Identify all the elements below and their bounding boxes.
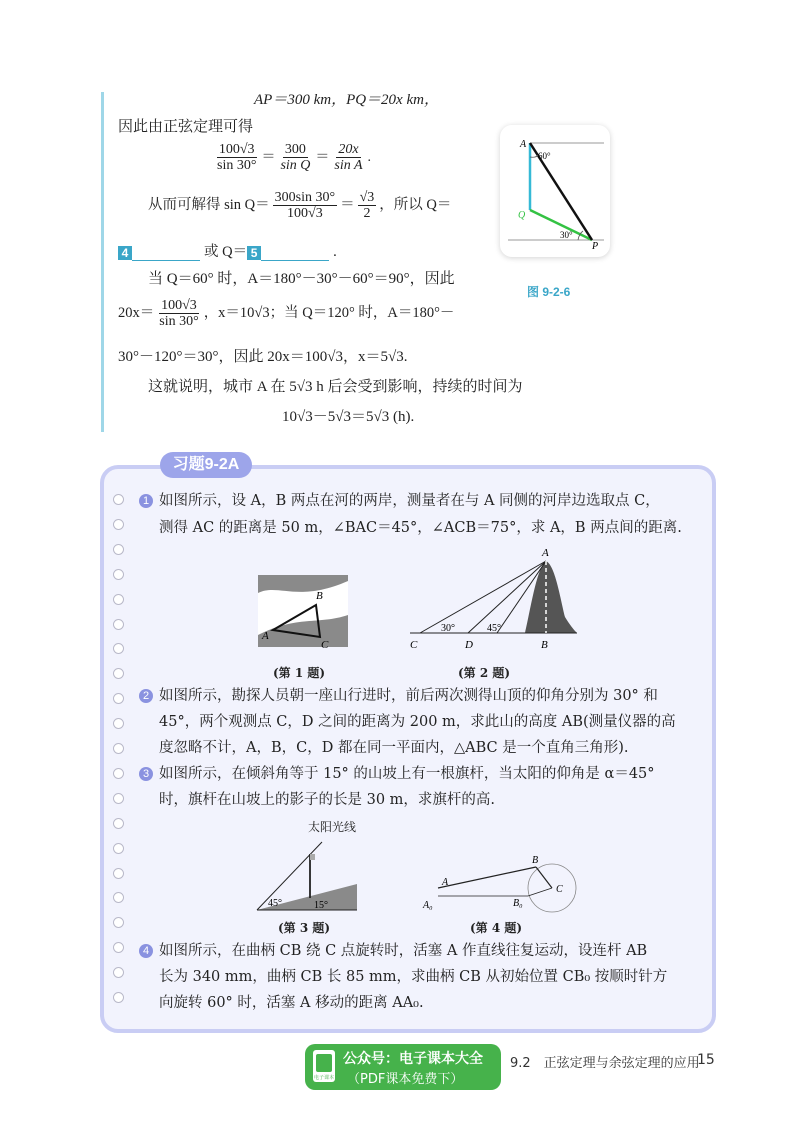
book-icon [313, 1050, 335, 1082]
binder-ring [113, 843, 124, 854]
binder-ring [113, 569, 124, 580]
text: 如图所示，在曲柄 CB 绕 C 点旋转时，活塞 A 作直线往复运动，设连杆 AB [159, 943, 648, 959]
solution-line-1: AP＝300 km，PQ＝20x km， [254, 92, 439, 108]
fig3-angle-45: 45° [268, 898, 282, 909]
solution-line-3 [148, 190, 451, 222]
binder-ring [113, 594, 124, 605]
question-4-number: 4 [139, 944, 153, 958]
binder-ring [113, 519, 124, 530]
blank-4-marker: 4 [118, 246, 132, 260]
fig2-angle-30: 30° [441, 623, 455, 634]
figure-4-caption: (第 4 题) [470, 921, 523, 935]
fig926-label-A: A [520, 139, 527, 150]
question-4-line-2: 长为 340 mm，曲柄 CB 长 85 mm，求曲柄 CB 从初始位置 CB₀ 按顺时针方 [159, 969, 668, 985]
question-1-line-2: 测得 AC 的距离是 50 m，∠BAC＝45°，∠ACB＝75°，求 A，B 两点间的距离. [159, 520, 682, 536]
text: 或 Q＝ [204, 244, 248, 260]
frac-den: sin Q [280, 158, 311, 174]
watermark-badge[interactable] [305, 1044, 501, 1090]
figure-question-4 [420, 850, 580, 915]
figure-3-sunlight-label: 太阳光线 [308, 820, 357, 834]
fig4-label-A0: A₀ [423, 900, 433, 911]
question-1-line-1 [139, 494, 660, 509]
question-4-line-3: 向旋转 60° 时，活塞 A 移动的距离 AA₀. [159, 995, 424, 1011]
binder-ring [113, 992, 124, 1003]
frac-num: 300sin 30° [274, 190, 336, 205]
frac-den: 100√3 [287, 206, 323, 222]
fig2-label-D: D [465, 639, 473, 651]
binder-ring [113, 494, 124, 505]
solution-equation-1: $\frac{100√3}{\sin 30^\circ}$ ＝ $\frac{300}{\text{sin Q}}$ ＝ $\frac{20x}{\text{sin A}}$ . [217, 142, 372, 174]
figure-1-caption: (第 1 题) [273, 666, 326, 680]
fig926-label-P: P [592, 241, 599, 252]
fig4-label-B0: B₀ [513, 898, 523, 909]
frac-num: 100√3 [161, 298, 197, 313]
figure-question-1 [258, 575, 348, 650]
figure-9-2-6 [500, 125, 610, 257]
text: ，x＝10√3；当 Q＝120° 时，A＝180°－ [203, 305, 455, 322]
fig2-label-C: C [410, 639, 418, 651]
frac-num: √3 [359, 190, 375, 205]
text: 如图所示，勘探人员朝一座山行进时，前后两次测得山顶的仰角分别为 30° 和 [159, 688, 658, 704]
question-2-line-2: 45°，两个观测点 C，D 之间的距离为 200 m，求此山的高度 AB(测量仪器的高 [159, 714, 676, 730]
fig926-angle-30: 30° [560, 230, 573, 240]
blank-4-field[interactable] [132, 260, 200, 261]
fig1-label-B: B [316, 590, 323, 602]
frac-den: sin 30° [217, 158, 257, 174]
question-3-number: 3 [139, 767, 153, 781]
fig2-angle-45: 45° [487, 623, 501, 634]
fig1-label-C: C [321, 639, 329, 650]
solution-line-9: 10√3－5√3＝5√3 (h). [282, 409, 415, 425]
figure-2-caption: (第 2 题) [458, 666, 511, 680]
frac-num: 300 [284, 142, 306, 157]
solution-line-4: 4 或 Q＝ 5 . [118, 240, 337, 261]
text: ＝ [340, 197, 355, 214]
fig4-label-B: B [532, 855, 539, 866]
question-2-number: 2 [139, 689, 153, 703]
blank-5-marker: 5 [247, 246, 261, 260]
fig1-label-A: A [262, 630, 269, 642]
solution-side-bar [101, 92, 104, 432]
figure-9-2-6-drawing [500, 125, 610, 257]
text: 如图所示，设 A，B 两点在河的两岸，测量者在与 A 同侧的河岸边选取点 C， [159, 493, 660, 509]
text: 从而可解得 sin Q＝ [148, 197, 270, 214]
text: 20x＝ [118, 305, 155, 322]
frac-den: sin 30° [159, 314, 199, 330]
question-3-line-1 [139, 767, 655, 782]
binder-ring [113, 818, 124, 829]
fig4-label-C: C [556, 884, 563, 895]
binder-ring [113, 868, 124, 879]
question-1-number: 1 [139, 494, 153, 508]
binder-ring [113, 544, 124, 555]
solution-line-6 [118, 298, 454, 330]
figure-3-caption: (第 3 题) [278, 921, 331, 935]
page-number: 15 [697, 1052, 715, 1068]
binder-ring [113, 768, 124, 779]
figure-question-3 [252, 834, 362, 914]
frac-num: 20x [338, 142, 359, 157]
text: ，所以 Q＝ [379, 197, 452, 214]
badge-line-2: （PDF课本免费下） [347, 1072, 464, 1087]
solution-line-8: 这就说明，城市 A 在 5√3 h 后会受到影响，持续的时间为 [148, 379, 523, 395]
text: 如图所示，在倾斜角等于 15° 的山坡上有一根旗杆，当太阳的仰角是 α＝45° [159, 766, 655, 782]
binder-ring [113, 619, 124, 630]
frac-den: 2 [363, 206, 371, 222]
solution-line-5: 当 Q＝60° 时，A＝180°－30°－60°＝90°，因此 [148, 271, 455, 287]
question-4-line-1 [139, 944, 647, 959]
book-icon-text: 电子课本 [313, 1075, 334, 1081]
footer-section-title: 9.2 正弦定理与余弦定理的应用 [510, 1056, 700, 1071]
frac-den: sin A [334, 158, 363, 174]
fig926-label-Q: Q [518, 210, 526, 221]
fig926-angle-60: 60° [538, 151, 551, 161]
question-2-line-3: 度忽略不计，A，B，C，D 都在同一平面内，△ABC 是一个直角三角形). [159, 740, 629, 756]
binder-ring [113, 743, 124, 754]
figure-question-2 [405, 547, 580, 652]
solution-line-2: 因此由正弦定理可得 [118, 117, 254, 135]
question-2-line-1 [139, 689, 658, 704]
fig2-label-B: B [541, 639, 548, 651]
solution-line-7: 30°－120°＝30°，因此 20x＝100√3，x＝5√3. [118, 349, 408, 365]
figure-9-2-6-caption: 图 9-2-6 [527, 285, 571, 299]
badge-line-1: 公众号：电子课本大全 [343, 1051, 483, 1067]
blank-5-field[interactable] [261, 260, 329, 261]
fig4-label-A: A [442, 877, 449, 888]
fig2-label-A: A [542, 547, 549, 559]
question-3-line-2: 时，旗杆在山坡上的影子的长是 30 m，求旗杆的高. [159, 792, 496, 808]
fig3-angle-15: 15° [314, 900, 328, 911]
frac-num: 100√3 [218, 142, 255, 157]
exercise-tab: 习题9-2A [160, 452, 252, 478]
binder-ring [113, 793, 124, 804]
